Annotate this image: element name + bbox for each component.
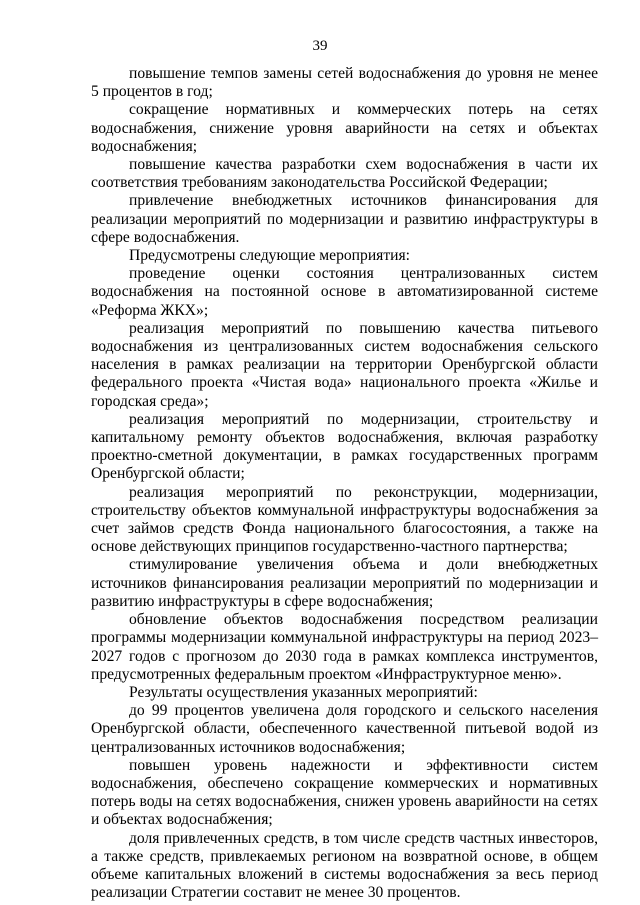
paragraph: повышение качества разработки схем водоснабжения в части их соответствия требованиям законодательства Российской Федерации; [91, 156, 598, 192]
paragraph: реализация мероприятий по повышению качества питьевого водоснабжения из централизованных систем водоснабжения сельского населения в рамках реализации на территории Оренбургской области федерального проекта «Чистая вода» национального проекта «Жилье и городская среда»; [91, 319, 598, 410]
document-body [91, 65, 598, 902]
paragraph: сокращение нормативных и коммерческих потерь на сетях водоснабжения, снижение уровня аварийности на сетях и объектах водоснабжения; [91, 101, 598, 155]
paragraph: до 99 процентов увеличена доля городского и сельского населения Оренбургской области, обеспеченного качественной питьевой водой из централизованных источников водоснабжения; [91, 702, 598, 756]
paragraph: обновление объектов водоснабжения посредством реализации программы модернизации коммунальной инфраструктуры на период 2023–2027 годов с прогнозом до 2030 года в рамках комплекса инструментов, предусмотренных федеральным проектом «Инфраструктурное меню». [91, 611, 598, 683]
paragraph: повышение темпов замены сетей водоснабжения до уровня не менее 5 процентов в год; [91, 65, 598, 101]
paragraph: повышен уровень надежности и эффективности систем водоснабжения, обеспечено сокращение коммерческих и нормативных потерь воды на сетях водоснабжения, снижен уровень аварийности на сетях и объектах водоснабжения; [91, 756, 598, 829]
paragraph: реализация мероприятий по модернизации, строительству и капитальному ремонту объектов водоснабжения, включая разработку проектно-сметной документации, в рамках государственных программ Оренбургской области; [91, 410, 598, 483]
page-number: 39 [312, 38, 328, 54]
paragraph: проведение оценки состояния централизованных систем водоснабжения на постоянной основе в автоматизированной системе «Реформа ЖКХ»; [91, 265, 598, 319]
paragraph: стимулирование увеличения объема и доли внебюджетных источников финансирования реализации мероприятий по модернизации и развитию инфраструктуры в сфере водоснабжения; [91, 556, 598, 610]
paragraph: привлечение внебюджетных источников финансирования для реализации мероприятий по модернизации и развитию инфраструктуры в сфере водоснабжения. [91, 192, 598, 246]
paragraph: Результаты осуществления указанных мероприятий: [129, 683, 478, 701]
paragraph: доля привлеченных средств, в том числе средств частных инвесторов, а также средств, привлекаемых регионом на возвратной основе, в общем объеме капитальных вложений в системы водоснабжения за весь период реализации Стратегии составит не менее 30 процентов. [91, 829, 598, 902]
paragraph: реализация мероприятий по реконструкции, модернизации, строительству объектов коммунальной инфраструктуры водоснабжения за счет займов средств Фонда национального благосостояния, а также на основе действующих принципов государственно-частного партнерства; [91, 483, 598, 556]
paragraph: Предусмотрены следующие мероприятия: [129, 247, 411, 265]
